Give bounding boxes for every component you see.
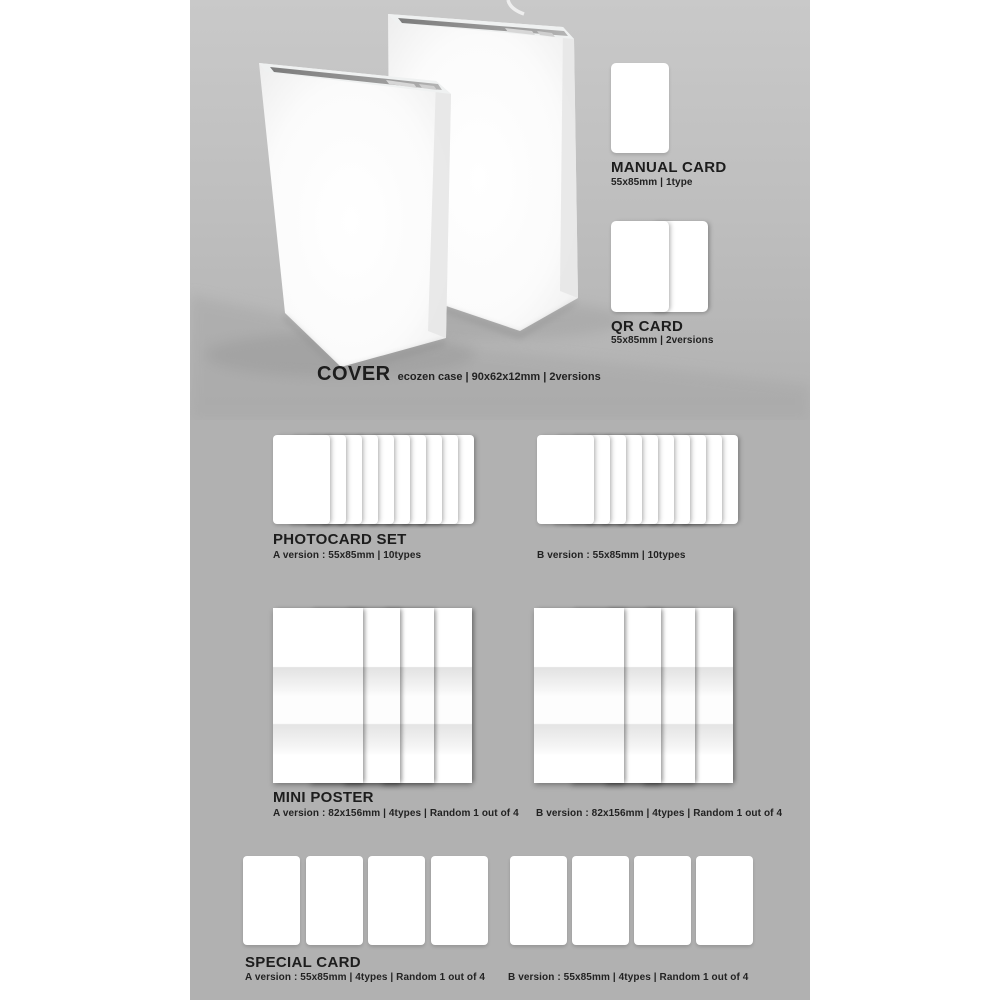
special-card-image <box>431 856 488 945</box>
special-card-a-spec: A version : 55x85mm | 4types | Random 1 out of 4 <box>245 972 486 983</box>
special-card-b-spec: B version : 55x85mm | 4types | Random 1 out of 4 <box>508 972 749 983</box>
cover-label <box>317 363 601 386</box>
manual-card-spec: 55x85mm | 1type <box>611 177 693 188</box>
special-card-image <box>368 856 425 945</box>
mini-poster-stack-b <box>534 608 733 783</box>
special-card-row-a <box>243 856 488 945</box>
mini-poster-image <box>534 608 624 783</box>
special-card-image <box>572 856 629 945</box>
mini-poster-b-spec: B version : 82x156mm | 4types | Random 1 out of 4 <box>536 808 783 819</box>
special-card-title: SPECIAL CARD <box>245 954 361 971</box>
special-card-row-b <box>510 856 755 945</box>
special-card-image <box>510 856 567 945</box>
cover-title: COVER <box>317 363 391 385</box>
photocard-set-title: PHOTOCARD SET <box>273 531 407 548</box>
qr-card-spec: 55x85mm | 2versions <box>611 335 714 346</box>
qr-card-fan <box>611 221 708 312</box>
qr-card-title: QR CARD <box>611 318 684 335</box>
manual-card-title: MANUAL CARD <box>611 159 727 176</box>
special-card-image <box>306 856 363 945</box>
manual-card-image <box>611 63 669 153</box>
photocard-set-a-spec: A version : 55x85mm | 10types <box>273 550 422 561</box>
photocard-image <box>273 435 330 524</box>
special-card-image <box>243 856 300 945</box>
special-card-image <box>634 856 691 945</box>
special-card-image <box>696 856 753 945</box>
photocard-fan-b <box>537 435 737 524</box>
mini-poster-stack-a <box>273 608 472 783</box>
qr-card-image <box>611 221 669 312</box>
photocard-set-b-spec: B version : 55x85mm | 10types <box>537 550 686 561</box>
mini-poster-title: MINI POSTER <box>273 789 374 806</box>
photocard-image <box>537 435 594 524</box>
photocard-fan-a <box>273 435 473 524</box>
mini-poster-a-spec: A version : 82x156mm | 4types | Random 1 out of 4 <box>273 808 519 819</box>
mini-poster-image <box>273 608 363 783</box>
cover-spec: ecozen case | 90x62x12mm | 2versions <box>397 371 601 383</box>
cover-photo <box>190 0 810 420</box>
